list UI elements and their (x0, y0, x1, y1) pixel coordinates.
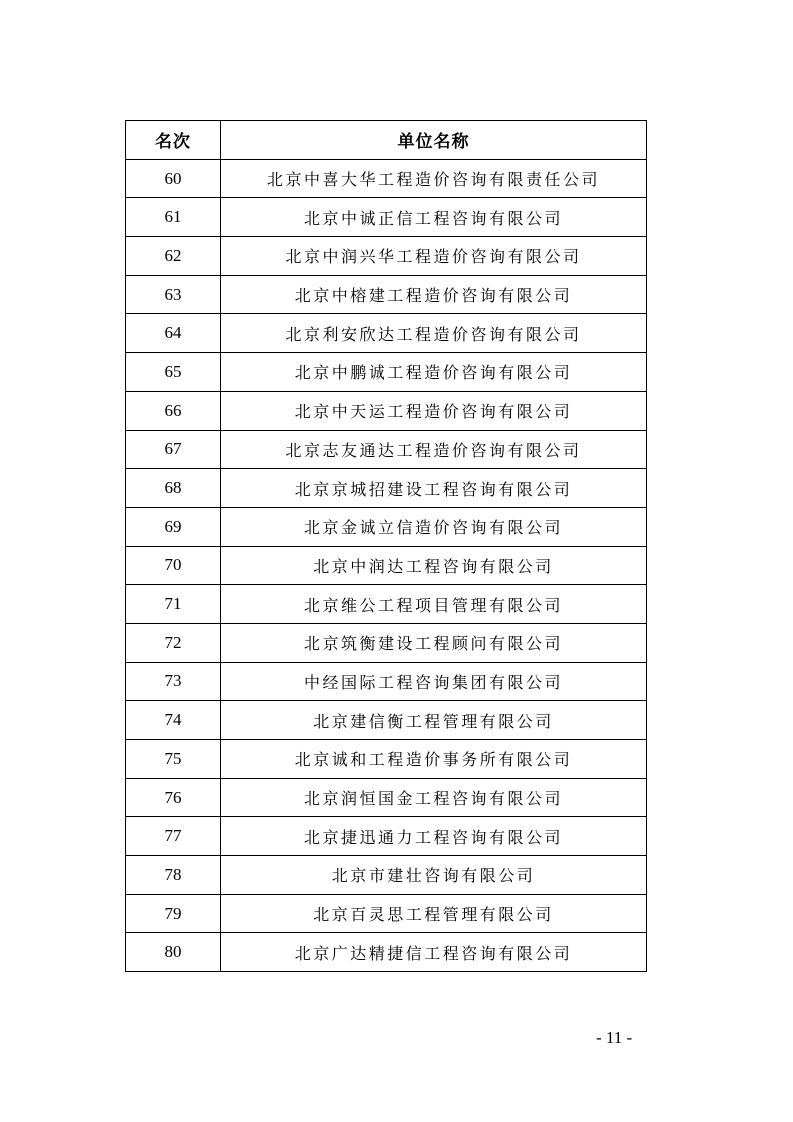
company-name-cell: 北京润恒国金工程咨询有限公司 (221, 778, 647, 817)
table-row (126, 237, 647, 276)
table-row (126, 198, 647, 237)
rank-cell: 61 (126, 198, 221, 237)
ranking-table (125, 120, 647, 972)
rank-cell: 72 (126, 623, 221, 662)
rank-cell: 69 (126, 507, 221, 546)
company-name-cell: 北京捷迅通力工程咨询有限公司 (221, 817, 647, 856)
rank-cell: 62 (126, 237, 221, 276)
company-name-cell: 北京广达精捷信工程咨询有限公司 (221, 933, 647, 972)
table-row (126, 933, 647, 972)
table-row (126, 469, 647, 508)
rank-cell: 73 (126, 662, 221, 701)
rank-cell: 63 (126, 275, 221, 314)
company-name-cell: 北京维公工程项目管理有限公司 (221, 585, 647, 624)
table-row (126, 546, 647, 585)
company-name-cell: 北京中润达工程咨询有限公司 (221, 546, 647, 585)
table-row (126, 894, 647, 933)
company-name-cell: 北京中喜大华工程造价咨询有限责任公司 (221, 159, 647, 198)
table-row (126, 856, 647, 895)
company-name-cell: 北京金诚立信造价咨询有限公司 (221, 507, 647, 546)
rank-cell: 74 (126, 701, 221, 740)
rank-cell: 64 (126, 314, 221, 353)
table-row (126, 353, 647, 392)
table-row (126, 701, 647, 740)
rank-cell: 60 (126, 159, 221, 198)
table-row (126, 740, 647, 779)
rank-cell: 80 (126, 933, 221, 972)
company-name-cell: 北京百灵思工程管理有限公司 (221, 894, 647, 933)
table-row (126, 623, 647, 662)
table-row (126, 507, 647, 546)
rank-cell: 67 (126, 430, 221, 469)
rank-cell: 77 (126, 817, 221, 856)
header-rank: 名次 (126, 121, 221, 160)
rank-cell: 66 (126, 391, 221, 430)
rank-cell: 78 (126, 856, 221, 895)
rank-cell: 71 (126, 585, 221, 624)
table-row (126, 778, 647, 817)
page-number: - 11 - (596, 1028, 633, 1047)
company-name-cell: 北京志友通达工程造价咨询有限公司 (221, 430, 647, 469)
rank-cell: 70 (126, 546, 221, 585)
table-row (126, 275, 647, 314)
company-name-cell: 北京建信衡工程管理有限公司 (221, 701, 647, 740)
rank-cell: 68 (126, 469, 221, 508)
company-name-cell: 北京筑衡建设工程顾问有限公司 (221, 623, 647, 662)
company-name-cell: 北京市建壮咨询有限公司 (221, 856, 647, 895)
company-name-cell: 北京京城招建设工程咨询有限公司 (221, 469, 647, 508)
table-row (126, 314, 647, 353)
table-row (126, 585, 647, 624)
company-name-cell: 北京诚和工程造价事务所有限公司 (221, 740, 647, 779)
table-row (126, 430, 647, 469)
table-header-row (126, 121, 647, 160)
table-row (126, 662, 647, 701)
company-name-cell: 中经国际工程咨询集团有限公司 (221, 662, 647, 701)
table-row (126, 391, 647, 430)
company-name-cell: 北京中润兴华工程造价咨询有限公司 (221, 237, 647, 276)
table-row (126, 159, 647, 198)
header-name: 单位名称 (221, 121, 647, 160)
rank-cell: 79 (126, 894, 221, 933)
rank-cell: 75 (126, 740, 221, 779)
rank-cell: 76 (126, 778, 221, 817)
rank-cell: 65 (126, 353, 221, 392)
company-name-cell: 北京利安欣达工程造价咨询有限公司 (221, 314, 647, 353)
company-name-cell: 北京中诚正信工程咨询有限公司 (221, 198, 647, 237)
company-name-cell: 北京中榕建工程造价咨询有限公司 (221, 275, 647, 314)
table-row (126, 817, 647, 856)
company-name-cell: 北京中天运工程造价咨询有限公司 (221, 391, 647, 430)
company-name-cell: 北京中鹏诚工程造价咨询有限公司 (221, 353, 647, 392)
table-body (126, 159, 647, 971)
